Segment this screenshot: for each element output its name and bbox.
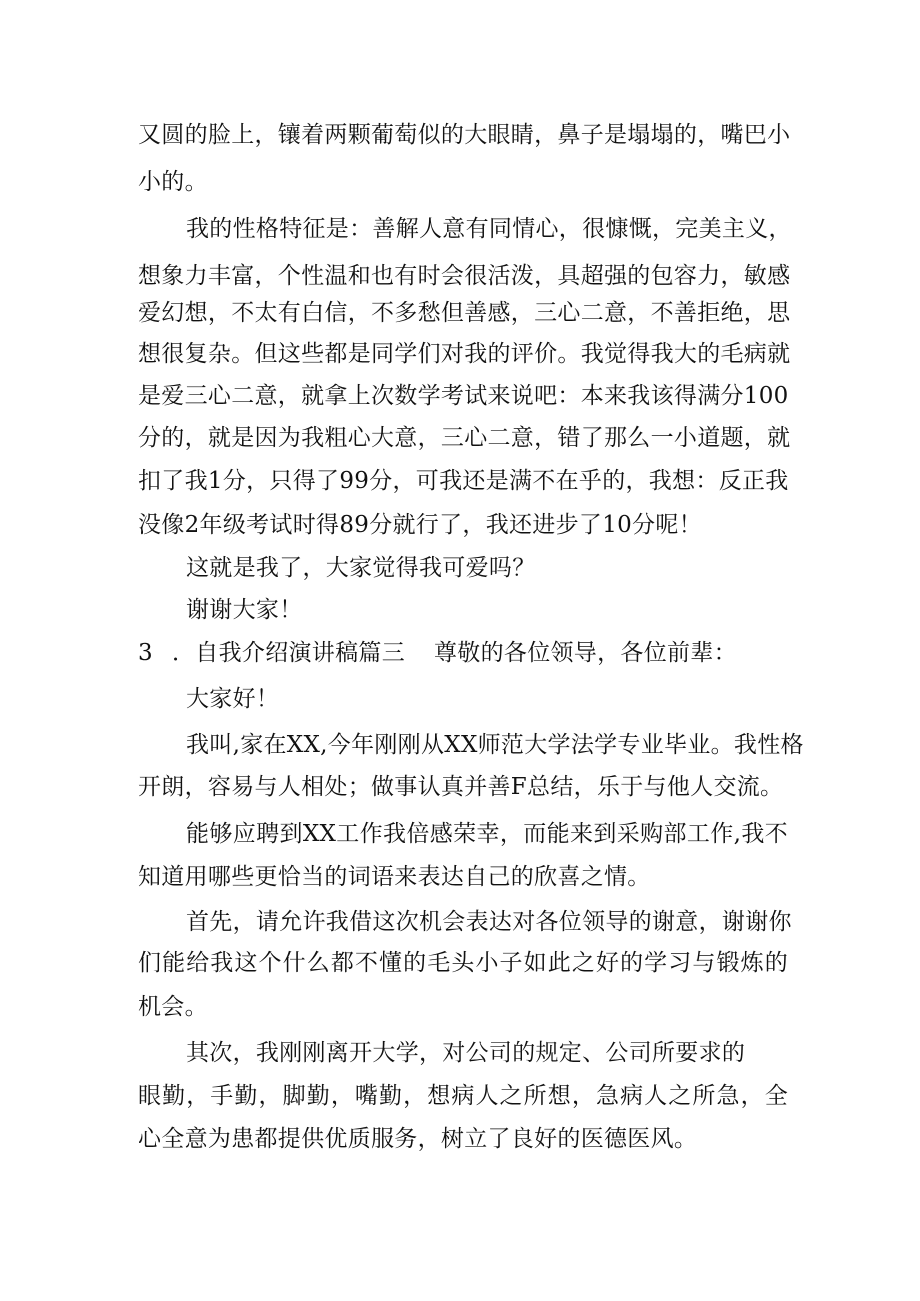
- paragraph-line: 我叫,家在XX,今年刚刚从XX师范大学法学专业毕业。我性格: [186, 732, 804, 758]
- paragraph-line: 知道用哪些更恰当的词语来表达自己的欣喜之情。: [138, 864, 651, 890]
- greeting-text: 尊敬的各位领导，各位前辈：: [434, 640, 737, 666]
- paragraph-line: 眼勤，手勤，脚勤，嘴勤，想病人之所想，急病人之所急，全: [138, 1083, 788, 1109]
- paragraph-line: 心全意为患都提供优质服务，树立了良好的医德医风。: [138, 1126, 698, 1152]
- paragraph-line: 小的。: [138, 169, 208, 195]
- paragraph-line: 是爱三心二意，就拿上次数学考试来说吧：本来我该得满分100: [138, 383, 789, 409]
- section-number: 3: [138, 640, 153, 666]
- paragraph-line: 想很复杂。但这些都是同学们对我的评价。我觉得我大的毛病就: [138, 341, 791, 367]
- paragraph-line: 扣了我1分，只得了99分，可我还是满不在乎的，我想：反正我: [138, 468, 789, 494]
- paragraph-line: 想象力丰富，个性温和也有时会很活泼，具超强的包容力，敏感: [138, 263, 791, 289]
- paragraph-line: 又圆的脸上，镶着两颗葡萄似的大眼睛，鼻子是塌塌的，嘴巴小: [138, 122, 791, 148]
- paragraph-line: 我的性格特征是：善解人意有同情心，很慷慨，完美主义，: [186, 216, 792, 242]
- paragraph-line: 分的，就是因为我粗心大意，三心二意，错了那么一小道题，就: [138, 425, 791, 451]
- paragraph-line: 首先，请允许我借这次机会表达对各位领导的谢意，谢谢你: [186, 909, 792, 935]
- paragraph-line: 们能给我这个什么都不懂的毛头小子如此之好的学习与锻炼的: [138, 950, 788, 976]
- paragraph-line: 爱幻想，不太有白信，不多愁但善感，三心二意，不善拒绝，思: [138, 300, 791, 326]
- closing-line: 谢谢大家！: [186, 597, 303, 623]
- paragraph-line: 大家好！: [186, 686, 280, 712]
- paragraph-line: 没像2年级考试时得89分就行了，我还进步了10分呢！: [138, 512, 702, 538]
- section-title: ．自我介绍演讲稿篇三: [172, 640, 405, 666]
- paragraph-line: 其次，我刚刚离开大学，对公司的规定、公司所要求的: [186, 1040, 746, 1066]
- section-heading: [138, 638, 788, 668]
- paragraph-line: 开朗，容易与人相处；做事认真并善F总结，乐于与他人交流。: [138, 774, 784, 800]
- paragraph-line: 能够应聘到XX工作我倍感荣幸，而能来到采购部工作,我不: [186, 821, 788, 847]
- paragraph-line: 这就是我了，大家觉得我可爱吗？: [186, 555, 536, 581]
- paragraph-line: 机会。: [138, 994, 208, 1020]
